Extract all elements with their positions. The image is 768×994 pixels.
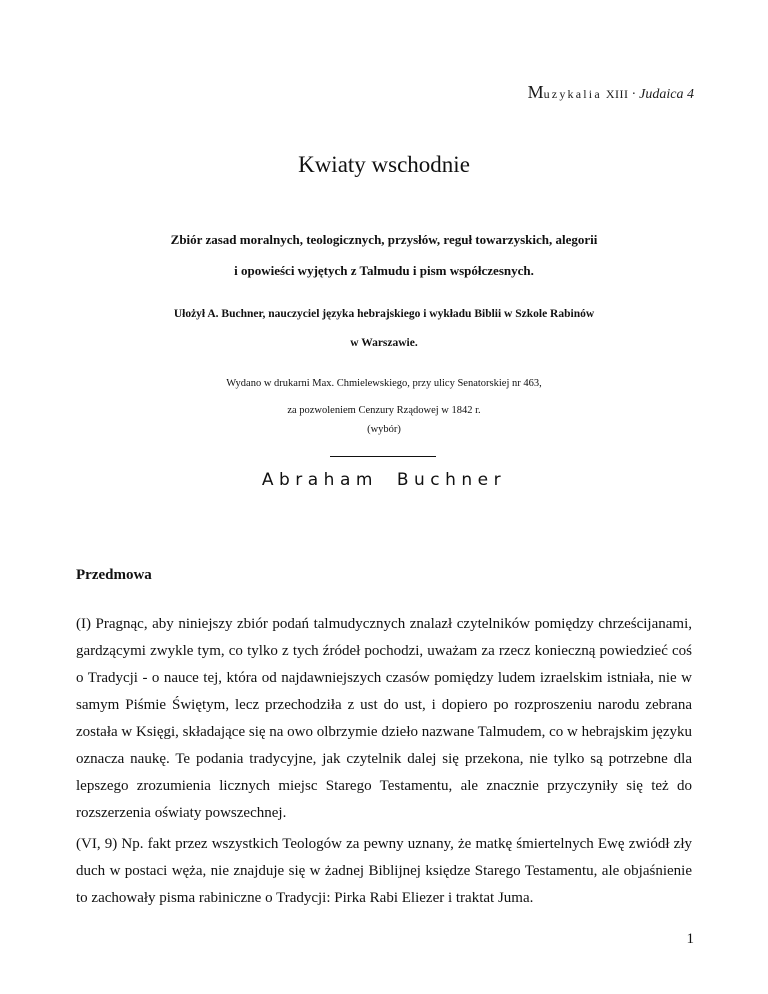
paragraph-2: (VI, 9) Np. fakt przez wszystkich Teologów za pewny uznany, że matkę śmiertelnych Ewę zwiódł zły duch w postaci węża, nie znajduje się w żadnej Biblijnej księdze Starego Testamentu, ale objaśnienie to zachowały pisma rabiniczne o Tradycji: Pirka Rabi Eliezer i traktat Juma. xyxy=(76,836,692,906)
divider-rule xyxy=(330,456,436,457)
compiler-line-1: Ułożył A. Buchner, nauczyciel języka hebrajskiego i wykładu Biblii w Szkole Rabinów xyxy=(173,308,595,320)
section-heading: Przedmowa xyxy=(76,567,152,583)
subtitle-line-1: Zbiór zasad moralnych, teologicznych, przysłów, reguł towarzyskich, alegorii xyxy=(170,232,598,247)
compiler-note xyxy=(80,300,688,358)
page-number: 1 xyxy=(686,931,694,947)
series-volume: XIII xyxy=(605,87,629,101)
document-title: Kwiaty wschodnie xyxy=(298,152,470,177)
imprint-line-1: Wydano w drukarni Max. Chmielewskiego, przy ulicy Senatorskiej nr 463, xyxy=(226,378,542,389)
author-name: Abraham Buchner xyxy=(261,470,507,490)
series-rest: uzykalia xyxy=(543,87,602,101)
header-separator: · xyxy=(631,87,637,102)
selection-note: (wybór) xyxy=(367,424,401,435)
subtitle xyxy=(80,224,688,286)
journal-name: Judaica 4 xyxy=(639,87,694,102)
subtitle-line-2: i opowieści wyjętych z Talmudu i pism współczesnych. xyxy=(234,263,534,278)
series-name xyxy=(527,82,602,102)
imprint-note xyxy=(80,370,688,424)
paragraph-1: (I) Pragnąc, aby niniejszy zbiór podań talmudycznych znalazł czytelników pomiędzy chrześcijanami, gardzącymi zwykle tym, co tylko z tych źródeł pochodzi, uważam za rzecz konieczną powiedzieć coś o Tradycji - o nauce tej, która od najdawniejszych czasów pomiędzy ludem izraelskim istniała, nie w samym Piśmie Świętym, lecz przechodziła z ust do ust, i dopiero po rozproszeniu narodu zebrana została w Księgi, składające się na owo olbrzymie dzieło nazwane Talmudem, co w hebrajskim języku oznacza naukę. Te podania tradycyjne, jak czytelnik dalej się przekona, nie tylko są potrzebne dla lepszego zrozumienia licznych miejsc Starego Testamentu, ale znacznie przyczyniły się też do rozszerzenia oświaty powszechnej. xyxy=(76,616,692,821)
series-initial: M xyxy=(527,82,544,102)
running-header xyxy=(528,82,694,103)
compiler-line-2: w Warszawie. xyxy=(350,337,418,349)
imprint-line-2: za pozwoleniem Cenzury Rządowej w 1842 r. xyxy=(287,405,481,416)
